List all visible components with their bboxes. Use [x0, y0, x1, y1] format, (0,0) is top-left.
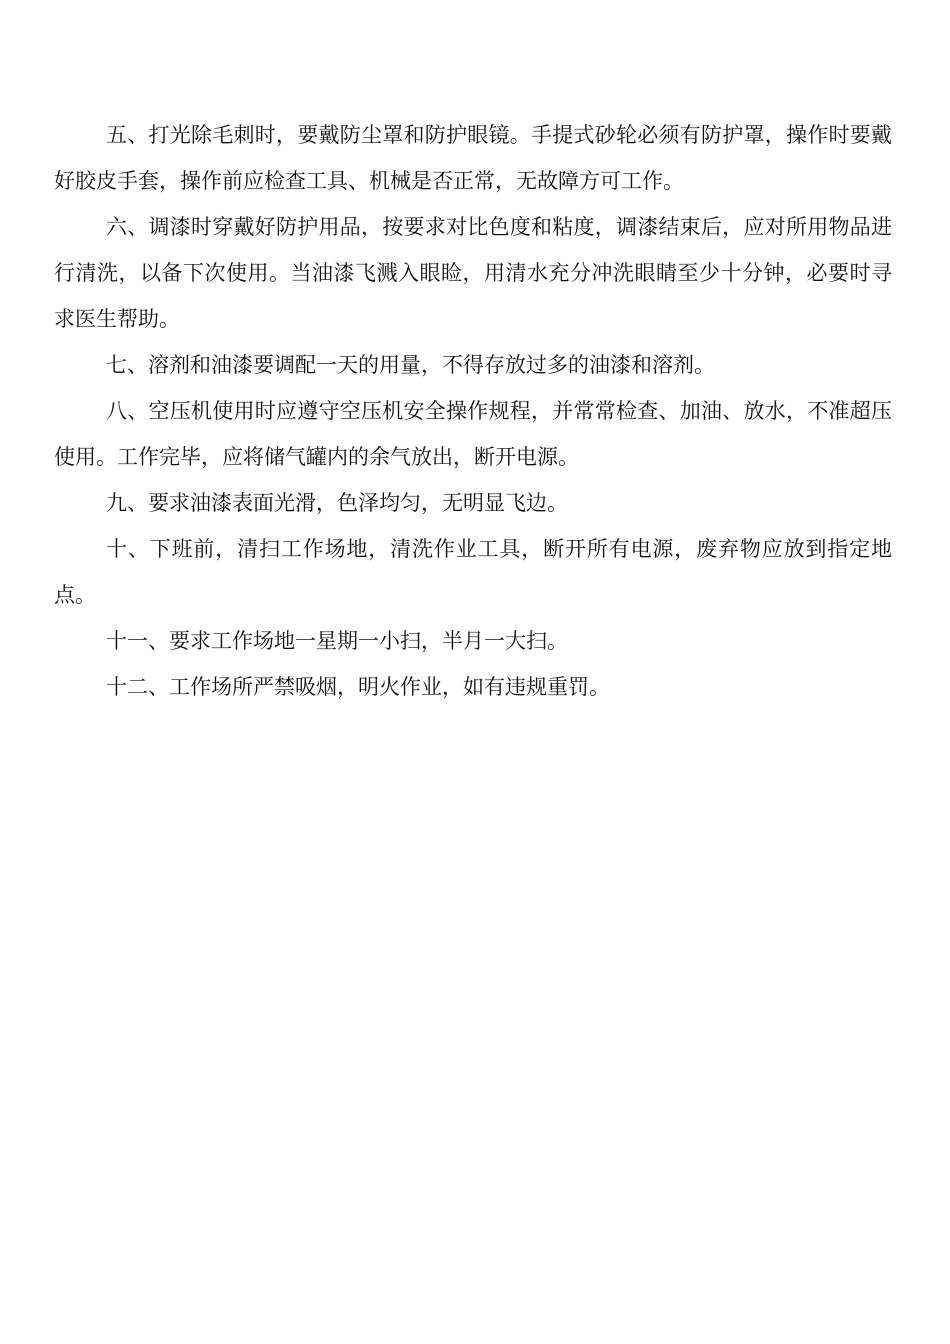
paragraph-8: 八、空压机使用时应遵守空压机安全操作规程，并常常检查、加油、放水，不准超压使用。工作完毕，应将储气罐内的余气放出，断开电源。: [54, 399, 892, 469]
paragraph-11: 十一、要求工作场地一星期一小扫，半月一大扫。: [106, 629, 568, 653]
document-body: [54, 112, 892, 710]
paragraph-6: 六、调漆时穿戴好防护用品，按要求对比色度和粘度，调漆结束后，应对所用物品进行清洗，以备下次使用。当油漆飞溅入眼睑，用清水充分冲洗眼睛至少十分钟，必要时寻求医生帮助。: [54, 215, 892, 331]
paragraph-9: 九、要求油漆表面光滑，色泽均匀，无明显飞边。: [106, 491, 568, 515]
paragraph-5: 五、打光除毛刺时，要戴防尘罩和防护眼镜。手提式砂轮必须有防护罩，操作时要戴好胶皮手套，操作前应检查工具、机械是否正常，无故障方可工作。: [54, 123, 892, 193]
paragraph-10: 十、下班前，清扫工作场地，清洗作业工具，断开所有电源，废弃物应放到指定地点。: [54, 537, 892, 607]
paragraph-12: 十二、工作场所严禁吸烟，明火作业，如有违规重罚。: [106, 675, 610, 699]
paragraph-7: 七、溶剂和油漆要调配一天的用量，不得存放过多的油漆和溶剂。: [106, 353, 715, 377]
